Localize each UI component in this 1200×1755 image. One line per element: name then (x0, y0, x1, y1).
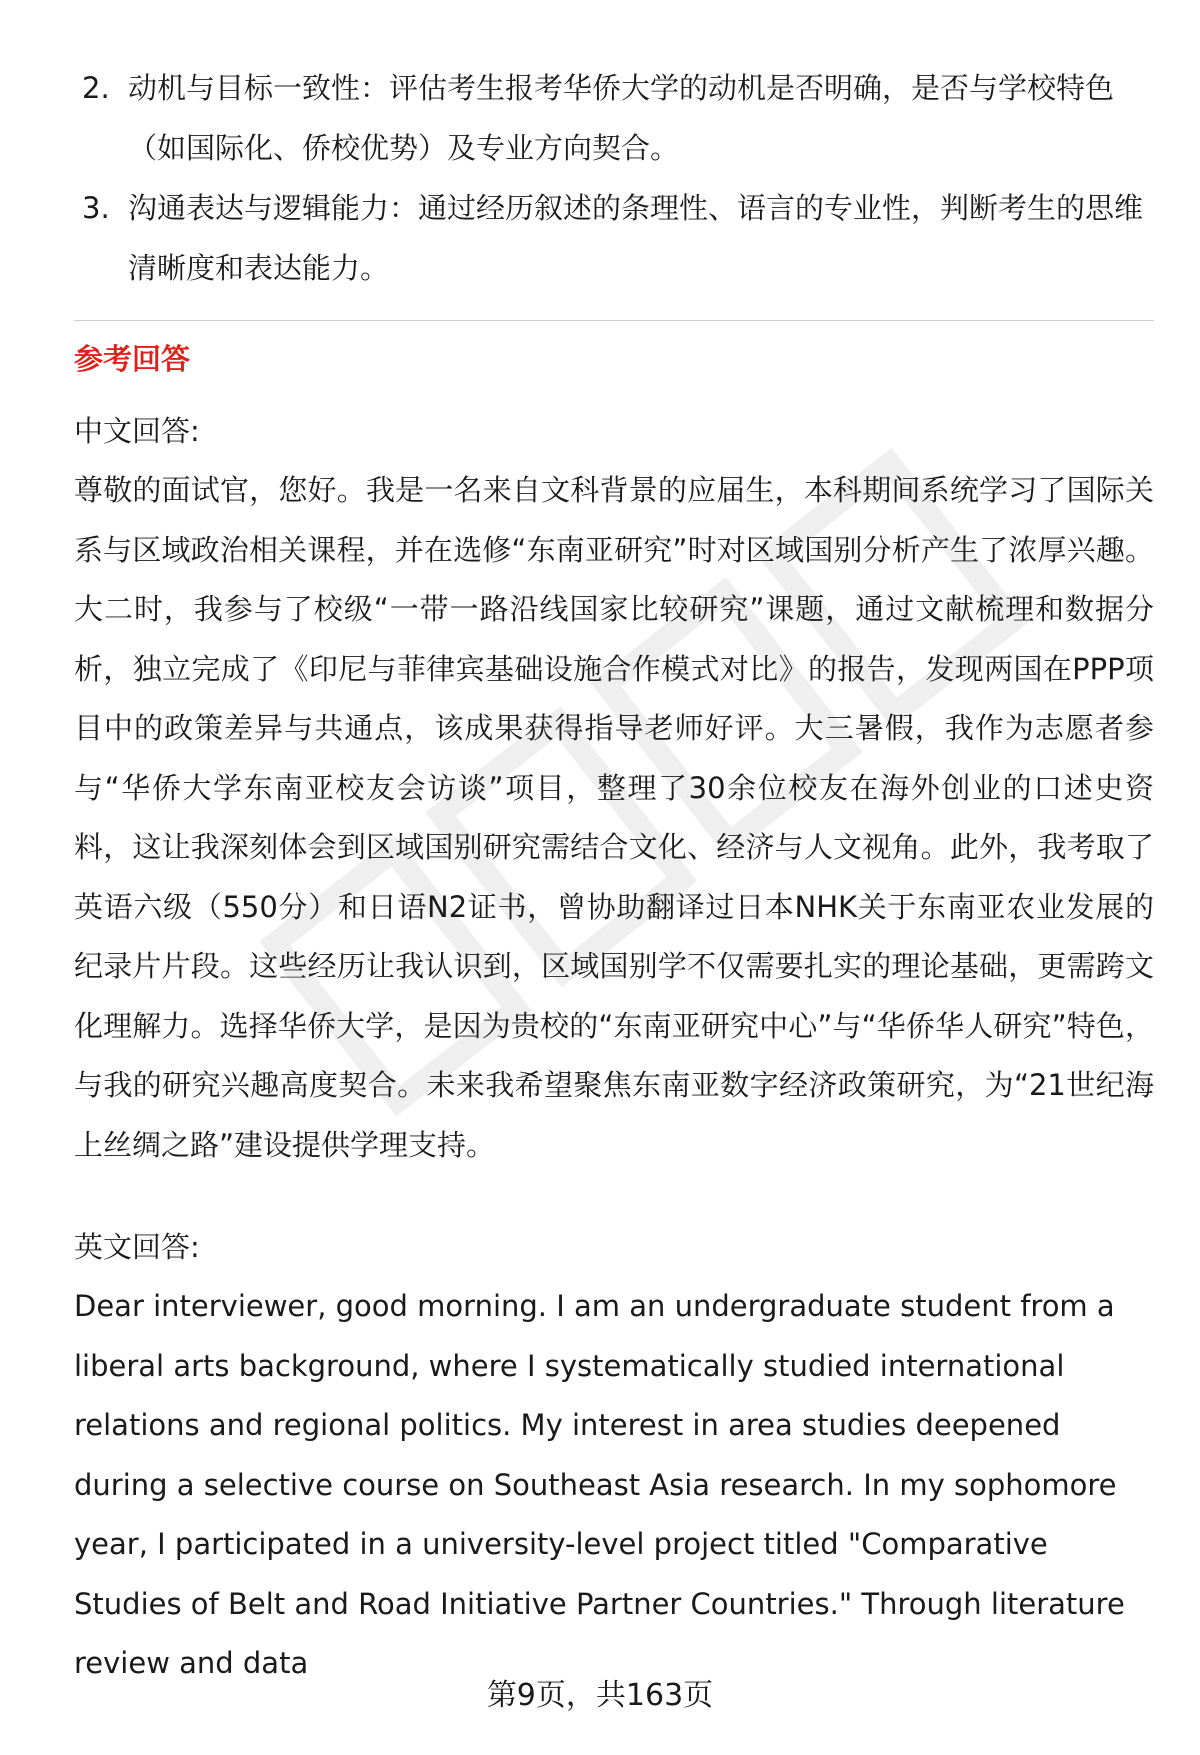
criteria-number: 3. (82, 191, 110, 225)
document-page (74, 58, 1154, 1694)
english-answer-label: 英文回答: (74, 1230, 200, 1264)
page-number: 第9页，共163页 (486, 1678, 714, 1713)
chinese-answer-text: 尊敬的面试官，您好。我是一名来自文科背景的应届生，本科期间系统学习了国际关系与区域政治相关课程，并在选修“东南亚研究”时对区域国别分析产生了浓厚兴趣。大二时，我参与了校级“一带一路沿线国家比较研究”课题，通过文献梳理和数据分析，独立完成了《印尼与菲律宾基础设施合作模式对比》的报告，发现两国在PPP项目中的政策差异与共通点，该成果获得指导老师好评。大三暑假，我作为志愿者参与“华侨大学东南亚校友会访谈”项目，整理了30余位校友在海外创业的口述史资料，这让我深刻体会到区域国别研究需结合文化、经济与人文视角。此外，我考取了英语六级（550分）和日语N2证书，曾协助翻译过日本NHK关于东南亚农业发展的纪录片片段。这些经历让我认识到，区域国别学不仅需要扎实的理论基础，更需跨文化理解力。选择华侨大学，是因为贵校的“东南亚研究中心”与“华侨华人研究”特色，与我的研究兴趣高度契合。未来我希望聚焦东南亚数字经济政策研究，为“21世纪海上丝绸之路”建设提供学理支持。 (74, 473, 1154, 1162)
section-divider (74, 320, 1154, 321)
criteria-item (74, 58, 1154, 178)
criteria-number: 2. (82, 71, 110, 105)
criteria-list (74, 58, 1154, 298)
criteria-text: 沟通表达与逻辑能力：通过经历叙述的条理性、语言的专业性，判断考生的思维清晰度和表达能力。 (128, 191, 1144, 285)
criteria-text: 动机与目标一致性：评估考生报考华侨大学的动机是否明确，是否与学校特色（如国际化、侨校优势）及专业方向契合。 (128, 71, 1115, 165)
section-title: 参考回答 (74, 342, 191, 376)
english-answer-text: Dear interviewer, good morning. I am an undergraduate student from a liberal arts background, where I systematically studied international relations and regional politics. My interest in area studies deepened during a selective course on Southeast Asia research. In my sophomore year, I participated in a university-level project titled "Comparative Studies of Belt and Road Initiative Partner Countries." Through literature review and data (74, 1289, 1125, 1680)
criteria-item (74, 178, 1154, 298)
chinese-answer-label: 中文回答: (74, 414, 200, 448)
